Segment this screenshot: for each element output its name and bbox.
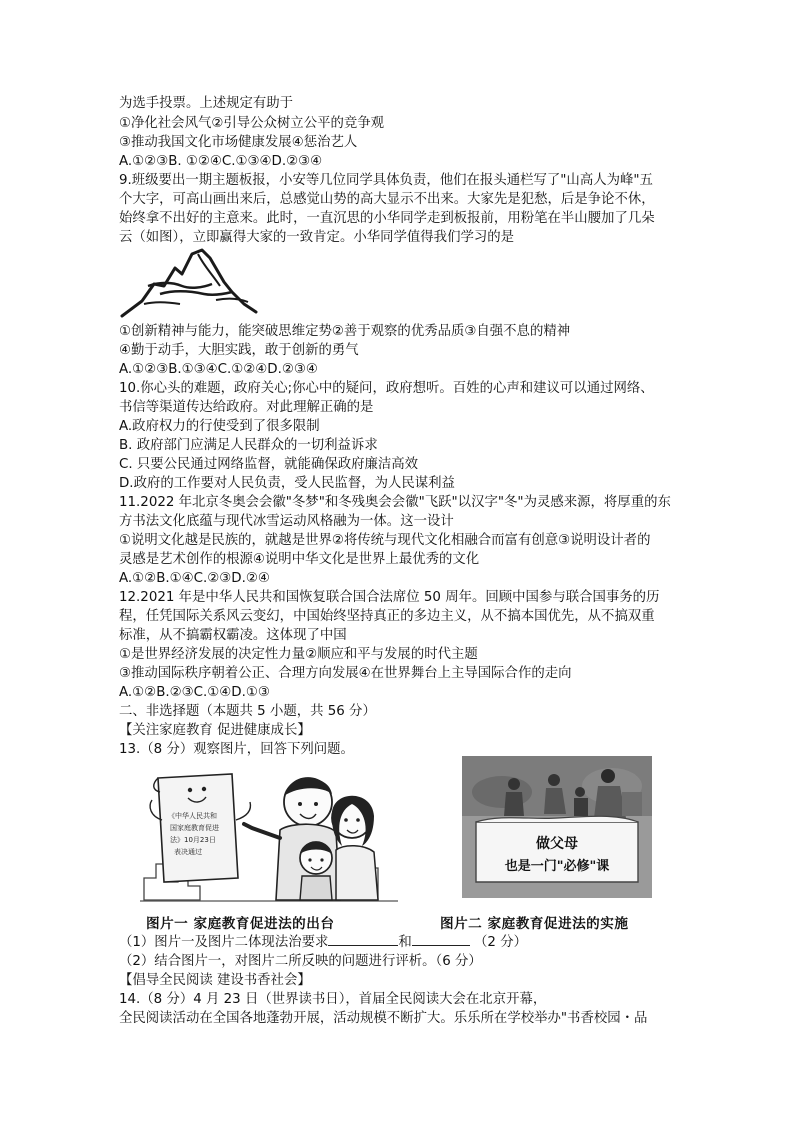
answer-blank-2[interactable] (412, 933, 470, 946)
answer-blank-1[interactable] (328, 933, 398, 946)
q1-score: （2 分） (474, 935, 527, 950)
question-13-1 (119, 933, 527, 952)
text-line: 个大字，可高山画出来后，总感觉山势的高大显示不出来。大家先是犯愁，后是争论不休， (119, 192, 655, 207)
question-10: 10.你心头的难题，政府关心;你心中的疑问，政府想听。百姓的心声和建议可以通过网络、 (119, 381, 654, 396)
theme-heading: 【倡导全民阅读 建设书香社会】 (119, 973, 311, 988)
option-statements: ④勤于动手，大胆实践，敢于创新的勇气 (119, 343, 359, 358)
banner-line-1: 做父母 (536, 836, 578, 852)
svg-text:国家庭教育促进: 国家庭教育促进 (170, 824, 219, 832)
text-line: 始终拿不出好的主意来。此时，一直沉思的小华同学走到板报前，用粉笔在半山腰加了几朵 (119, 211, 655, 226)
svg-text:法》10月23日: 法》10月23日 (170, 836, 216, 844)
answer-choices: A.①②③B. ①②④C.①③④D.②③④ (119, 154, 323, 169)
question-11: 11.2022 年北京冬奥会会徽"冬梦"和冬残奥会会徽"飞跃"以汉字"冬"为灵感来源，将厚重的东 (119, 495, 671, 510)
text-line: 全民阅读活动在全国各地蓬勃开展，活动规模不断扩大。乐乐所在学校举办"书香校园・品 (119, 1011, 648, 1026)
choice-c: C. 只要公民通过网络监督，就能确保政府廉洁高效 (119, 457, 419, 472)
svg-text:表决通过: 表决通过 (174, 848, 202, 856)
answer-choices: A.①②B.②③C.①④D.①③ (119, 685, 270, 700)
question-12: 12.2021 年是中华人民共和国恢复联合国合法席位 50 周年。回顾中国参与联合国事务的历 (119, 590, 660, 605)
option-statements: ①净化社会风气②引导公众树立公平的竞争观 (119, 116, 385, 131)
text-line: 为选手投票。上述规定有助于 (119, 96, 294, 111)
section-heading: 二、非选择题（本题共 5 小题，共 56 分） (119, 704, 376, 719)
option-statements: ③推动国际秩序朝着公正、合理方向发展④在世界舞台上主导国际合作的走向 (119, 666, 572, 681)
figure-2-photo (462, 756, 652, 898)
text-line: 云（如图），立即赢得大家的一致肯定。小华同学值得我们学习的是 (119, 230, 515, 245)
text-line: 方书法文化底蕴与现代冰雪运动风格融为一体。这一设计 (119, 514, 454, 529)
figure-2-caption: 图片二 家庭教育促进法的实施 (440, 916, 629, 932)
option-statements: 灵感是艺术创作的根源④说明中华文化是世界上最优秀的文化 (119, 552, 480, 567)
figure-1-illustration (140, 760, 398, 910)
option-statements: ①说明文化越是民族的，就越是世界②将传统与现代文化相融合而富有创意③说明设计者的 (119, 533, 651, 548)
question-9: 9.班级要出一期主题板报，小安等几位同学具体负责，他们在报头通栏写了"山高人为峰"五 (119, 173, 653, 188)
option-statements: ①创新精神与能力，能突破思维定势②善于观察的优秀品质③自强不息的精神 (119, 324, 571, 339)
banner-line-2: 也是一门"必修"课 (504, 859, 610, 874)
q1-prefix: （1）图片一及图片二体现法治要求 (119, 935, 329, 950)
option-statements: ③推动我国文化市场健康发展④惩治艺人 (119, 135, 358, 150)
text-line: 标准，从不搞霸权霸凌。这体现了中国 (119, 628, 347, 643)
answer-choices: A.①②③B.①③④C.①②④D.②③④ (119, 362, 318, 377)
option-statements: ①是世界经济发展的决定性力量②顺应和平与发展的时代主题 (119, 647, 478, 662)
svg-text:《中华人民共和: 《中华人民共和 (168, 812, 217, 820)
question-13-2: （2）结合图片一，对图片二所反映的问题进行评析。（6 分） (119, 954, 482, 969)
figure-1-caption: 图片一 家庭教育促进法的出台 (146, 916, 335, 932)
answer-choices: A.①②B.①④C.②③D.②④ (119, 571, 270, 586)
q1-and: 和 (398, 935, 412, 950)
theme-heading: 【关注家庭教育 促进健康成长】 (119, 723, 311, 738)
choice-b: B. 政府部门应满足人民群众的一切利益诉求 (119, 438, 378, 453)
text-line: 程，任凭国际关系风云变幻，中国始终坚持真正的多边主义，从不搞本国优先，从不搞双重 (119, 609, 655, 624)
text-line: 书信等渠道传达给政府。对此理解正确的是 (119, 400, 374, 415)
choice-a: A.政府权力的行使受到了很多限制 (119, 419, 320, 434)
mountain-cloud-drawing (120, 246, 260, 320)
choice-d: D.政府的工作要对人民负责，受人民监督，为人民谋利益 (119, 476, 455, 491)
question-14: 14.（8 分）4 月 23 日（世界读书日），首届全民阅读大会在北京开幕， (119, 992, 547, 1007)
question-13: 13.（8 分）观察图片，回答下列问题。 (119, 742, 354, 757)
